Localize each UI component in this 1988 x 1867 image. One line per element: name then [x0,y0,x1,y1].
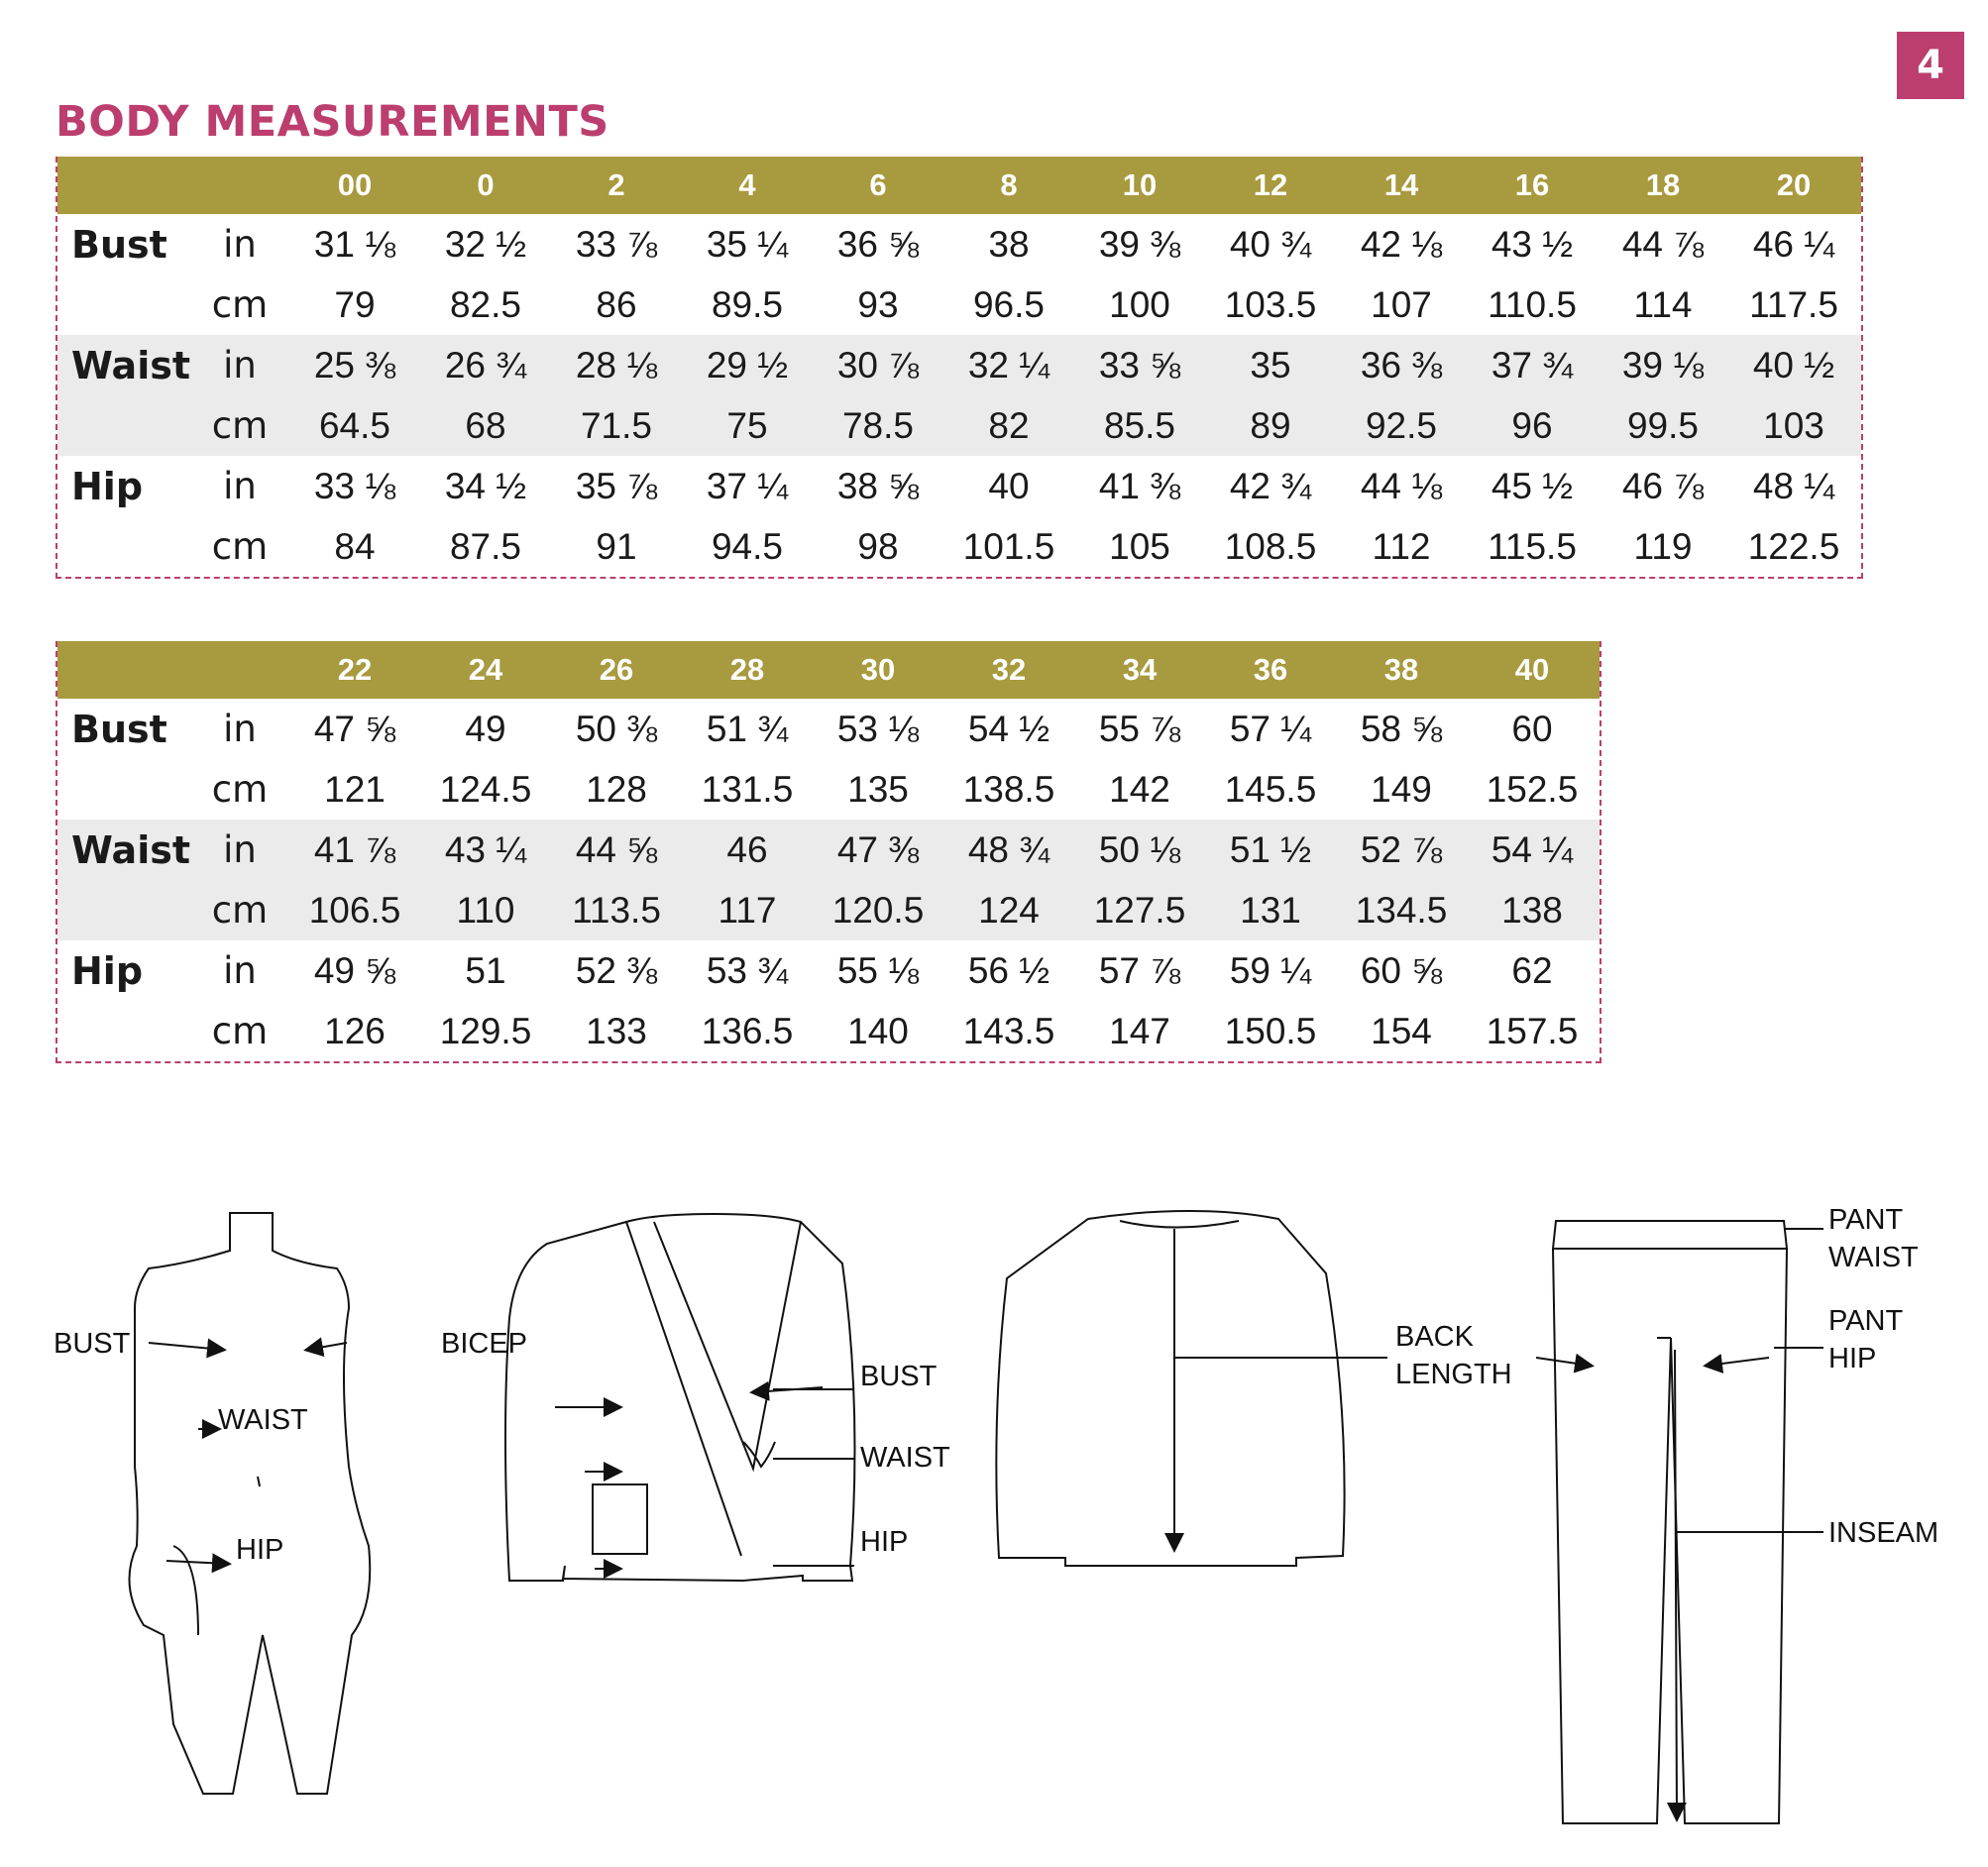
table-cell: 31 ⅛ [313,223,396,265]
table-cell: 135 [847,768,909,810]
size-header: 10 [1122,167,1158,202]
table-cell: 82 [988,404,1030,446]
size-header: 40 [1514,652,1550,687]
table-cell: 47 ⅜ [836,828,920,870]
table-cell: 145.5 [1224,768,1317,810]
unit-cm: cm [211,283,269,326]
hip-in-row [57,940,1600,1001]
table-cell: 30 ⅞ [836,344,920,385]
table-cell: 106.5 [308,889,401,931]
table-cell: 56 ½ [967,949,1050,991]
table-cell: 138.5 [962,768,1055,810]
size-header-row [57,641,1600,699]
table-cell: 51 ¾ [706,708,789,749]
label-jacket-bicep: BICEP [441,1328,528,1360]
table-cell: 89 [1250,404,1291,446]
jacket-front-illustration [505,1214,855,1581]
table-cell: 41 ⅞ [313,828,396,870]
table-cell: 36 ⅜ [1360,344,1443,385]
table-cell: 75 [726,404,768,446]
label-pant-waist-1: PANT [1828,1204,1904,1236]
bust-cm-row [57,275,1861,335]
table-cell: 68 [465,404,506,446]
size-header: 30 [860,652,896,687]
table-cell: 138 [1501,889,1563,931]
table-cell: 39 ⅛ [1621,344,1705,385]
label-pant-waist-2: WAIST [1828,1242,1919,1273]
jacket-back-illustration [996,1211,1344,1566]
table-cell: 78.5 [841,404,914,446]
table-cell: 122.5 [1747,525,1840,567]
table-cell: 124.5 [439,768,532,810]
table-cell: 131.5 [701,768,794,810]
table-cell: 110 [456,889,515,931]
table-cell: 105 [1109,525,1170,567]
table-cell: 59 ¼ [1229,949,1312,991]
label-pant-hip-2: HIP [1828,1343,1877,1374]
table-cell: 114 [1633,283,1693,325]
table-cell: 43 ¼ [444,828,527,870]
table-cell: 60 [1511,708,1553,749]
unit-cm: cm [211,525,269,568]
pants-illustration [1553,1221,1787,1823]
size-header: 2 [607,167,625,202]
table-cell: 120.5 [831,889,925,931]
table-cell: 46 ⅞ [1621,465,1705,506]
table-cell: 71.5 [580,404,652,446]
table-cell: 85.5 [1103,404,1175,446]
table-cell: 44 ⅝ [575,828,658,870]
table-cell: 54 ¼ [1491,828,1574,870]
table-cell: 44 ⅞ [1621,223,1705,265]
table-cell: 108.5 [1224,525,1317,567]
table-cell: 64.5 [318,404,390,446]
table-cell: 33 ⅞ [575,223,658,265]
table-cell: 38 [988,223,1030,265]
unit-in: in [223,949,257,992]
row-label-bust: Bust [71,707,167,751]
table-cell: 38 ⅝ [836,465,920,506]
table-cell: 26 ¾ [444,344,527,385]
table-cell: 157.5 [1486,1010,1579,1051]
body-form-illustration [129,1213,370,1794]
table-cell: 42 ⅛ [1360,223,1443,265]
hip-in-row [57,456,1861,516]
bust-arrow-icon [149,1343,223,1350]
table-cell: 51 [465,949,506,991]
size-header: 4 [738,167,756,202]
hip-cm-row [57,1001,1600,1061]
table-cell: 40 [988,465,1030,506]
unit-cm: cm [211,889,269,932]
table-cell: 28 ⅛ [575,344,658,385]
label-back-length-1: BACK [1395,1321,1474,1353]
table-cell: 32 ¼ [967,344,1050,385]
row-label-waist: Waist [71,827,191,872]
table-cell: 49 [465,708,506,749]
table-cell: 54 ½ [967,708,1050,749]
table-cell: 117 [718,889,777,931]
table-cell: 49 ⅝ [313,949,396,991]
table-cell: 32 ½ [444,223,527,265]
table-cell: 149 [1371,768,1432,810]
size-header-row [57,157,1861,214]
table-cell: 60 ⅝ [1360,949,1443,991]
row-label-hip: Hip [71,948,144,993]
size-header: 36 [1253,652,1288,687]
table-cell: 92.5 [1365,404,1437,446]
table-cell: 115.5 [1488,525,1577,567]
measurement-table-1 [55,157,1863,579]
table-cell: 117.5 [1749,283,1838,325]
table-cell: 53 ⅛ [836,708,920,749]
table-cell: 34 ½ [444,465,527,506]
table-cell: 82.5 [449,283,521,325]
label-jacket-waist: WAIST [860,1442,950,1474]
table-cell: 35 ⅞ [575,465,658,506]
page-title: BODY MEASUREMENTS [55,97,609,147]
size-header: 38 [1383,652,1419,687]
size-header: 6 [869,167,887,202]
table-cell: 48 ¾ [967,828,1050,870]
table-cell: 150.5 [1224,1010,1317,1051]
table-cell: 51 ½ [1229,828,1312,870]
table-cell: 44 ⅛ [1360,465,1443,506]
table-cell: 41 ⅜ [1098,465,1181,506]
waist-in-row [57,335,1861,395]
table-cell: 52 ⅜ [575,949,658,991]
table-cell: 42 ¾ [1229,465,1312,506]
table-cell: 37 ¾ [1491,344,1574,385]
unit-in: in [223,465,257,507]
measurement-table-2 [55,641,1601,1063]
size-header: 00 [337,167,373,202]
table-cell: 94.5 [711,525,783,567]
table-cell: 121 [324,768,386,810]
table-cell: 36 ⅝ [836,223,920,265]
table-cell: 100 [1109,283,1170,325]
table-cell: 35 ¼ [706,223,789,265]
table-cell: 129.5 [439,1010,532,1051]
size-header: 22 [337,652,373,687]
table-cell: 93 [857,283,899,325]
table-cell: 143.5 [962,1010,1055,1051]
size-header: 18 [1645,167,1681,202]
size-header: 8 [1000,167,1018,202]
row-label-hip: Hip [71,464,144,508]
table-cell: 133 [586,1010,647,1051]
label-body-hip: HIP [236,1534,284,1566]
row-label-waist: Waist [71,343,191,387]
size-header: 12 [1253,167,1288,202]
table-cell: 128 [586,768,647,810]
row-label-bust: Bust [71,222,167,267]
label-body-waist: WAIST [218,1404,308,1436]
table-cell: 29 ½ [706,344,789,385]
unit-cm: cm [211,768,269,811]
measurement-diagrams [0,1169,1988,1843]
size-header: 26 [599,652,634,687]
unit-in: in [223,223,257,266]
unit-cm: cm [211,404,269,447]
label-jacket-hip: HIP [860,1526,909,1558]
table-cell: 147 [1109,1010,1170,1051]
table-cell: 91 [596,525,637,567]
table-cell: 33 ⅝ [1098,344,1181,385]
table-cell: 53 ¾ [706,949,789,991]
table-cell: 55 ⅞ [1098,708,1181,749]
table-cell: 136.5 [701,1010,794,1051]
size-header: 34 [1122,652,1158,687]
inseam-arrow-icon [1675,1350,1677,1818]
table-cell: 127.5 [1093,889,1186,931]
table-cell: 154 [1371,1010,1432,1051]
label-inseam: INSEAM [1828,1517,1939,1549]
table-cell: 131 [1240,889,1301,931]
size-header: 20 [1776,167,1812,202]
bust-in-row [57,214,1861,275]
table-cell: 142 [1109,768,1170,810]
size-header: 32 [991,652,1027,687]
label-back-length-2: LENGTH [1395,1359,1512,1390]
table-cell: 152.5 [1486,768,1579,810]
size-header: 0 [477,167,495,202]
unit-in: in [223,344,257,386]
table-cell: 57 ¼ [1229,708,1312,749]
waist-cm-row [57,880,1600,940]
table-cell: 124 [978,889,1040,931]
table-cell: 45 ½ [1491,465,1574,506]
hip-cm-row [57,516,1861,577]
label-body-bust: BUST [54,1328,131,1360]
table-cell: 112 [1372,525,1431,567]
table-cell: 134.5 [1355,889,1448,931]
table-cell: 103.5 [1224,283,1317,325]
table-cell: 46 [726,828,768,870]
table-cell: 89.5 [711,283,783,325]
size-header: 16 [1514,167,1550,202]
table-cell: 35 [1250,344,1291,385]
table-cell: 39 ⅜ [1098,223,1181,265]
table-cell: 40 ½ [1752,344,1835,385]
bust-arrow-icon [307,1343,347,1350]
table-cell: 25 ⅜ [313,344,396,385]
size-header: 28 [729,652,765,687]
pant-hip-arrow-icon [1707,1358,1769,1366]
unit-in: in [223,708,257,750]
table-cell: 101.5 [962,525,1055,567]
size-header: 24 [468,652,503,687]
table-cell: 55 ⅛ [836,949,920,991]
table-cell: 113.5 [572,889,661,931]
table-cell: 47 ⅝ [313,708,396,749]
table-cell: 43 ½ [1491,223,1574,265]
page-number: 4 [1897,32,1964,99]
table-cell: 46 ¼ [1752,223,1835,265]
table-cell: 40 ¾ [1229,223,1312,265]
waist-in-row [57,820,1600,880]
table-cell: 79 [334,283,376,325]
table-cell: 96 [1511,404,1553,446]
table-cell: 99.5 [1626,404,1699,446]
table-cell: 96.5 [972,283,1045,325]
unit-cm: cm [211,1010,269,1052]
table-cell: 58 ⅝ [1360,708,1443,749]
table-cell: 98 [857,525,899,567]
bust-in-row [57,699,1600,759]
table-cell: 33 ⅛ [313,465,396,506]
table-cell: 119 [1633,525,1693,567]
table-cell: 48 ¼ [1752,465,1835,506]
table-cell: 57 ⅞ [1098,949,1181,991]
waist-cm-row [57,395,1861,456]
table-cell: 110.5 [1488,283,1577,325]
table-cell: 87.5 [449,525,521,567]
label-pant-hip-1: PANT [1828,1305,1904,1337]
table-cell: 140 [847,1010,909,1051]
bust-cm-row [57,759,1600,820]
table-cell: 107 [1371,283,1432,325]
table-cell: 86 [596,283,637,325]
table-cell: 62 [1511,949,1553,991]
table-cell: 50 ⅛ [1098,828,1181,870]
table-cell: 52 ⅞ [1360,828,1443,870]
table-cell: 103 [1763,404,1824,446]
table-cell: 126 [324,1010,386,1051]
table-cell: 50 ⅜ [575,708,658,749]
unit-in: in [223,828,257,871]
hip-arrow-icon [166,1561,228,1564]
size-header: 14 [1383,167,1419,202]
table-cell: 84 [334,525,376,567]
pant-hip-arrow-icon [1536,1358,1591,1366]
label-jacket-bust: BUST [860,1361,938,1392]
table-cell: 37 ¼ [706,465,789,506]
